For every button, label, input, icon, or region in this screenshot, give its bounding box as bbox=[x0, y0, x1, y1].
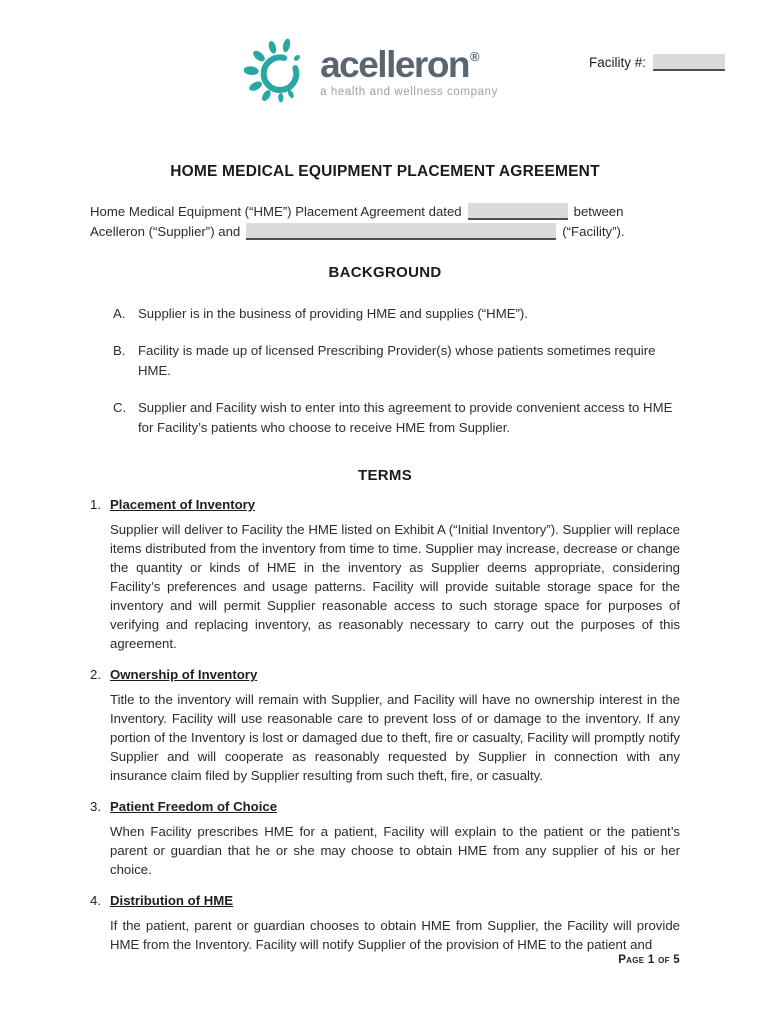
term-title: Placement of Inventory bbox=[110, 497, 256, 512]
facility-name-field[interactable] bbox=[246, 223, 556, 240]
terms-heading: TERMS bbox=[358, 467, 412, 484]
list-marker: C. bbox=[113, 400, 127, 415]
term-number: 2. bbox=[90, 667, 101, 682]
term-title: Patient Freedom of Choice bbox=[110, 799, 278, 814]
document-title: HOME MEDICAL EQUIPMENT PLACEMENT AGREEMENT bbox=[170, 163, 600, 180]
acelleron-logo bbox=[0, 34, 770, 110]
term-number: 1. bbox=[90, 497, 101, 512]
term-body: When Facility prescribes HME for a patient, Facility will explain to the patient or the patient’s parent or guardian that he or she may choose to obtain HME from any supplier of his or her choice. bbox=[110, 824, 680, 877]
facility-number-label: Facility #: bbox=[588, 55, 646, 70]
term-body: If the patient, parent or guardian chooses to obtain HME from Supplier, the Facility will provide HME from the Inventory. Facility will notify Supplier of the provision of HME to the patient and bbox=[110, 918, 680, 952]
term-heading bbox=[90, 665, 680, 684]
intro-text: (“Facility”). bbox=[562, 224, 625, 239]
page-number: Page 1 of 5 bbox=[618, 954, 680, 966]
brand-tagline: a health and wellness company bbox=[320, 86, 498, 98]
list-item-text: Facility is made up of licensed Prescribing Provider(s) whose patients sometimes require HME. bbox=[138, 343, 656, 378]
term-title: Distribution of HME bbox=[110, 893, 234, 908]
intro-paragraph bbox=[90, 202, 680, 242]
term-heading bbox=[90, 891, 680, 910]
intro-text: between bbox=[573, 204, 624, 219]
term-patient-freedom-of-choice bbox=[90, 797, 680, 879]
list-item bbox=[90, 341, 680, 381]
term-distribution-of-hme bbox=[90, 891, 680, 954]
background-list bbox=[90, 304, 680, 438]
term-heading bbox=[90, 495, 680, 514]
term-ownership-of-inventory bbox=[90, 665, 680, 785]
intro-text: Acelleron (“Supplier”) and bbox=[90, 224, 241, 239]
page-header bbox=[0, 0, 770, 116]
brand-name: acelleron® bbox=[320, 44, 480, 85]
term-number: 3. bbox=[90, 799, 101, 814]
list-item bbox=[90, 304, 680, 324]
term-number: 4. bbox=[90, 893, 101, 908]
list-item bbox=[90, 398, 680, 438]
intro-line-1 bbox=[90, 202, 680, 222]
terms-list bbox=[90, 495, 680, 954]
term-heading bbox=[90, 797, 680, 816]
facility-number-field[interactable] bbox=[653, 54, 725, 71]
term-body: Supplier will deliver to Facility the HME listed on Exhibit A (“Initial Inventory”). Supplier will replace items distributed from the inventory from time to time. Supplier may increase, decrease or change the quantity or kinds of HME in the inventory as Supplier deems appropriate, considering Facility’s preferences and usage patterns. Facility will provide suitable storage space for the inventory and will permit Supplier reasonable access to such storage space for purposes of verifying and replacing inventory, as reasonably necessary to carry out the purposes of this agreement. bbox=[110, 522, 680, 651]
sunburst-icon bbox=[244, 34, 316, 110]
intro-line-2 bbox=[90, 222, 680, 242]
facility-number bbox=[589, 54, 725, 71]
list-item-text: Supplier and Facility wish to enter into this agreement to provide convenient access to HME for Facility’s patients who choose to receive HME from Supplier. bbox=[138, 400, 673, 435]
logo-text bbox=[320, 46, 498, 98]
intro-text: Home Medical Equipment (“HME”) Placement Agreement dated bbox=[90, 204, 462, 219]
term-body: Title to the inventory will remain with Supplier, and Facility will have no ownership interest in the Inventory. Facility will use reasonable care to prevent loss of or damage to the inventory. If any portion of the Inventory is lost or damaged due to theft, fire or casualty, Facility will promptly notify Supplier and will cooperate as reasonably requested by Supplier in connection with any insurance claim filed by Supplier resulting from such theft, fire, or casualty. bbox=[110, 692, 680, 783]
agreement-date-field[interactable] bbox=[468, 203, 568, 220]
background-heading: BACKGROUND bbox=[328, 264, 442, 281]
list-marker: B. bbox=[113, 343, 126, 358]
list-marker: A. bbox=[113, 306, 126, 321]
term-placement-of-inventory bbox=[90, 495, 680, 653]
registered-mark: ® bbox=[470, 49, 480, 64]
term-title: Ownership of Inventory bbox=[110, 667, 258, 682]
list-item-text: Supplier is in the business of providing HME and supplies (“HME”). bbox=[138, 306, 528, 321]
